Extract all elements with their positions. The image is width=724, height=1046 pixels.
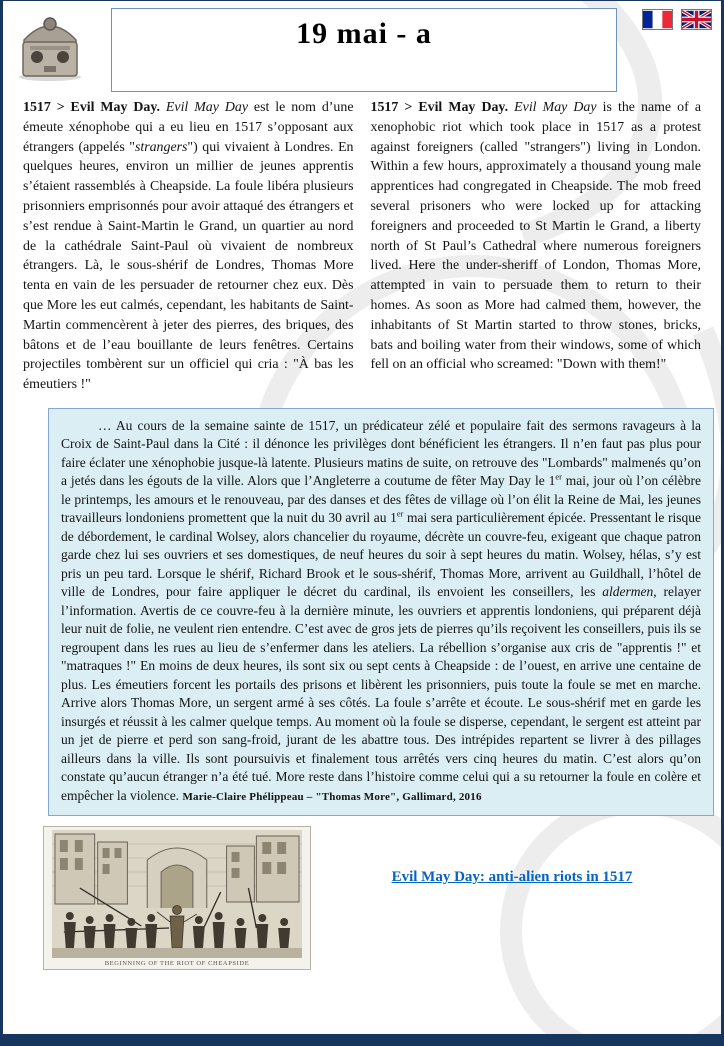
link-area [311, 826, 713, 970]
english-article-text: is the name of a xenophobic riot which took place in 1517 as a protest against foreigners (called "strangers") living in London. Within a few hours, approximately a thousand young male apprentices had congregated in Cheapside. The mob freed several prisoners who were locked up for attacking foreigners and proceeded to St Martin le Grand, a liberty north of St Paul’s Cathedral where numerous foreigners lived. Here the under-sheriff of London, Thomas More, attempted in vain to persuade them to return to their homes. As soon as More had calmed them, however, the inhabitants of St Martin started to throw stones, bricks, bats and boiling water from their windows, some of which fell on an official who screamed: "Down with them!" [370, 100, 701, 373]
quote-box [48, 408, 714, 817]
quote-text-4: , relayer l’information. Avertis de ce couvre-feu à la dernière minute, les ouvriers et apprentis londoniens, qui préparent déjà leur nuit de folie, ne veulent rien entendre. C’est avec de gros jets de pierres qu’ils reçoivent les conseillers, puis ils se regroupent dans les rues au lieu de s’enfermer dans les ateliers. La rébellion s’organise aux cris de "apprentis !" et "matraques !" En moins de deux heures, ils sont six ou sept cents à Cheapside : de l’ouest, en arrive une centaine de plus. Les émeutiers forcent les portails des prisons et libèrent les prisonniers, puis toute la foule se met en marche. Arrive alors Thomas More, un sergent armé à ses côtés. La foule s’arrête et écoute. Le sous-shérif met en garde les insurgés et réussit à les calmer quelque temps. Au moment où la foule se disperse, cependant, le sergent est atteint par un jet de pierre et perd son sang-froid, jurant de les abattre tous. Des intrépides repartent se livrer à des pillages ailleurs dans la ville. Ils sont poursuivis et finalement tous arrêtés vers cinq heures du matin. C’est alors qu’on constate qu’aucun étranger n’a été tué. More reste dans l’histoire comme celui qui a su retourner la foule en colère et empêcher la violence. [61, 584, 702, 803]
quote-paragraph [61, 417, 701, 807]
quote-attribution: Marie-Claire Phélippeau – "Thomas More", Gallimard, 2016 [182, 790, 482, 803]
french-article-text-2: ") qui vivaient à Londres. En quelques heures, environ un millier de jeunes apprentis s’étaient rassemblés à Cheapside. La foule libéra plusieurs prisonniers emprisonnés pour avoir attaqué des étrangers et s’est rendue à Saint-Martin le Grand, un quartier au nord de la cathédrale Saint-Paul où vivaient de nombreux étrangers. Là, le sous-shérif de Londres, Thomas More tenta en vain de les persuader de retourner chez eux. Dès que More les eut calmés, cependant, les habitants de Saint-Martin commencèrent à jeter des pierres, des briques, des bâtons et de l’eau bouillante de leurs fenêtres. Certains projectiles tombèrent sur un officiel qui cria : "À bas les émeutiers !" [23, 139, 354, 393]
title-box [111, 8, 617, 92]
french-italic-strangers: strangers [134, 139, 188, 155]
vintage-machine-icon [10, 4, 90, 84]
french-article [23, 98, 354, 395]
french-article-text: est le nom d’une émeute xénophobe qui a eu lieu en 1517 s’opposant aux étrangers (appelés " [23, 100, 354, 155]
language-flags [642, 9, 712, 30]
engraving-caption: BEGINNING OF THE RIOT OF CHEAPSIDE [104, 960, 250, 968]
bottom-row [3, 826, 721, 970]
english-italic-title: Evil May Day [514, 100, 597, 115]
quote-text-3: mai sera particulièrement épicée. Pressentant le risque de débordement, le cardinal Wolsey, alors chancelier du royaume, décrète un couvre-feu, exigeant que chaque patron garde chez lui ses ouvriers et ses domestiques, de neuf heures du soir à sept heures du matin. Wolsey, hélas, s’y est pris un peu tard. Lorsque le shérif, Richard Brook et le sous-shérif, Thomas More, arrivent au Guildhall, l’hôtel de ville de Londres, pour faire appliquer le décret du cardinal, ils envoient les conseillers, les [61, 510, 702, 600]
french-flag-icon[interactable] [642, 9, 673, 30]
page-title: 19 mai - a [296, 17, 432, 50]
quote-text-1: … Au cours de la semaine sainte de 1517, un prédicateur zélé et populaire fait des sermons ravageurs à la Croix de Saint-Paul dans la Cité : il dénonce les privilèges dont bénéficient les étrangers. Il n’en faut pas plus pour faire éclater une xénophobie jusque-là latente. Plusieurs matins de suite, on retrouve des "Lombards" malmenés qu’on a jetés dans les égouts de la ville. Alors que l’Angleterre a coutume de fêter May Day le 1 [61, 417, 701, 489]
bilingual-columns [3, 98, 721, 395]
engraving-image [43, 826, 311, 970]
french-article-heading: 1517 > Evil May Day. [23, 100, 166, 115]
french-italic-title: Evil May Day [165, 100, 248, 115]
ephemeride-machine-logo [10, 4, 90, 84]
evil-may-day-link[interactable]: Evil May Day: anti-alien riots in 1517 [391, 869, 633, 886]
quote-sup-er-1: er [555, 472, 562, 482]
uk-flag-icon[interactable] [681, 9, 712, 30]
english-article-heading: 1517 > Evil May Day. [370, 100, 515, 115]
quote-text-2: mai, jour où l’on célèbre le printemps, les amours et le renouveau, par des danses et des fêtes de village où l’on élit la Reine de Mai, les jeunes travailleurs londoniens promettent que la nuit du 30 avril au 1 [61, 473, 701, 526]
riot-engraving-illustration [52, 830, 302, 958]
quote-sup-er-2: er [396, 509, 404, 519]
quote-italic-aldermen: aldermen [602, 584, 654, 600]
english-article [371, 98, 702, 395]
